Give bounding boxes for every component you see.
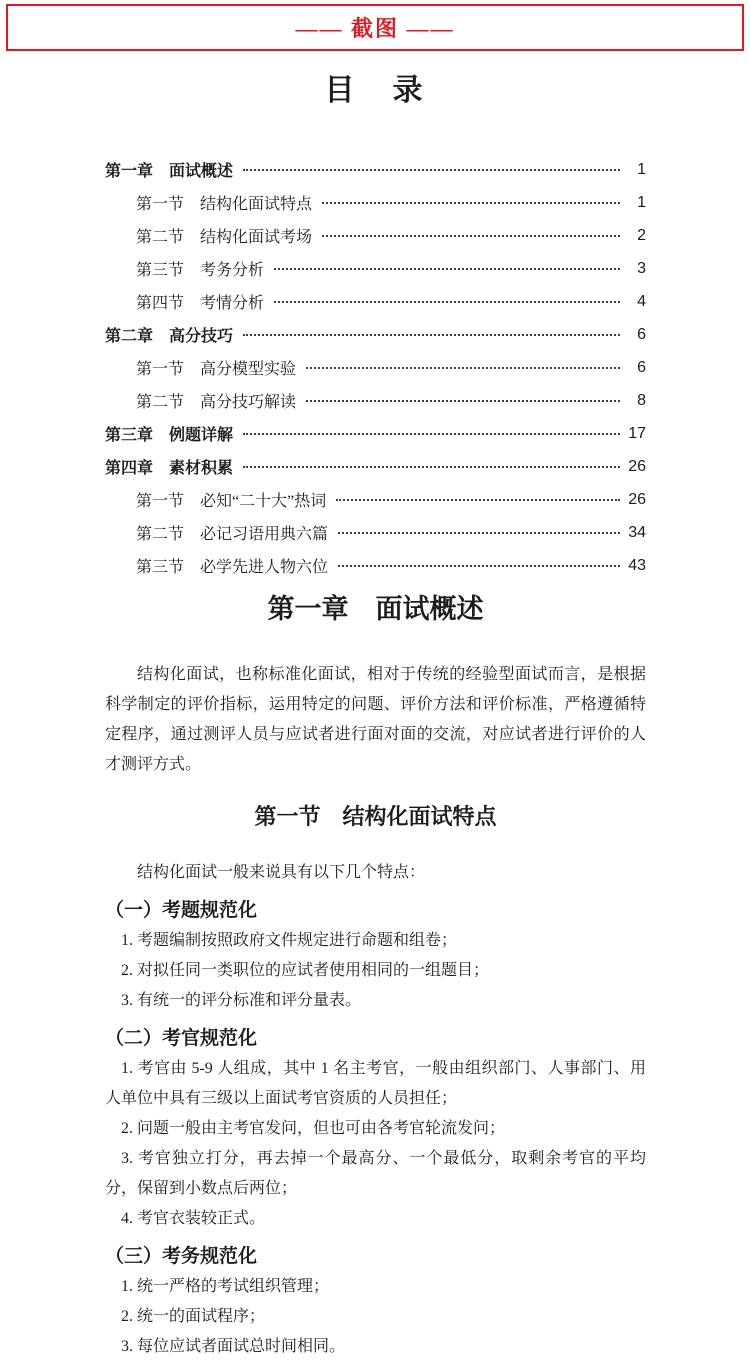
list-item: 2. 问题一般由主考官发问，但也可由各考官轮流发问； xyxy=(121,1120,506,1137)
toc-entry xyxy=(105,417,646,450)
toc-dot-leader xyxy=(336,499,620,501)
toc-entry xyxy=(105,549,646,582)
toc-dot-leader xyxy=(322,202,620,204)
toc-entry-page: 3 xyxy=(637,259,646,277)
toc-entry-label: 第四节 考情分析 xyxy=(136,295,265,312)
subsection-heading: （三）考务规范化 xyxy=(105,1246,258,1267)
toc-entry xyxy=(105,186,646,219)
toc-dot-leader xyxy=(338,565,620,567)
toc-dot-leader xyxy=(243,334,620,336)
toc-entry-label: 第二节 结构化面试考场 xyxy=(136,229,313,246)
toc-entry xyxy=(105,516,646,549)
toc-entry-label: 第四章 素材积累 xyxy=(105,460,234,477)
toc-entry xyxy=(105,450,646,483)
toc-entry-label: 第一节 必知“二十大”热词 xyxy=(136,493,327,510)
toc-dot-leader xyxy=(274,268,620,270)
toc-entry-page: 6 xyxy=(637,358,646,376)
toc-entry xyxy=(105,285,646,318)
toc-entry xyxy=(105,384,646,417)
list-item: 3. 有统一的评分标准和评分量表。 xyxy=(121,992,362,1009)
table-of-contents xyxy=(105,153,646,582)
toc-entry-page: 43 xyxy=(628,556,646,574)
toc-entry xyxy=(105,318,646,351)
toc-entry-label: 第二章 高分技巧 xyxy=(105,328,234,345)
section-title: 第一节 结构化面试特点 xyxy=(254,804,497,829)
toc-entry-label: 第三章 例题详解 xyxy=(105,427,234,444)
list-item: 1. 考题编制按照政府文件规定进行命题和组卷； xyxy=(121,932,458,949)
toc-dot-leader xyxy=(243,433,620,435)
toc-dot-leader xyxy=(306,367,620,369)
list-item: 2. 统一的面试程序； xyxy=(121,1308,266,1325)
toc-entry-label: 第二节 必记习语用典六篇 xyxy=(136,526,329,543)
toc-entry-page: 1 xyxy=(637,160,646,178)
subsection-3 xyxy=(105,1242,646,1362)
toc-dot-leader xyxy=(306,400,620,402)
screenshot-banner xyxy=(6,4,744,51)
toc-dot-leader xyxy=(274,301,620,303)
toc-entry-page: 1 xyxy=(637,193,646,211)
toc-entry-page: 17 xyxy=(628,424,646,442)
chapter-intro-paragraph: 结构化面试，也称标准化面试，相对于传统的经验型面试而言，是根据科学制定的评价指标，运用特定的问题、评价方法和评价标准，严格遵循特定程序，通过测评人员与应试者进行面对面的交流，对应试者进行评价的人才测评方式。 xyxy=(105,666,646,773)
toc-dot-leader xyxy=(243,169,620,171)
toc-entry-page: 4 xyxy=(637,292,646,310)
toc-entry xyxy=(105,483,646,516)
toc-entry xyxy=(105,252,646,285)
section-lead-paragraph: 结构化面试一般来说具有以下几个特点： xyxy=(137,864,426,881)
toc-entry xyxy=(105,153,646,186)
toc-dot-leader xyxy=(243,466,620,468)
toc-entry-label: 第三节 必学先进人物六位 xyxy=(136,559,329,576)
screenshot-banner-label: —— 截图 —— xyxy=(295,16,455,41)
toc-entry-label: 第一节 高分模型实验 xyxy=(136,361,297,378)
toc-entry-page: 8 xyxy=(637,391,646,409)
toc-entry-page: 26 xyxy=(628,457,646,475)
subsection-1 xyxy=(105,896,646,1016)
toc-entry-page: 34 xyxy=(628,523,646,541)
toc-entry-page: 6 xyxy=(637,325,646,343)
document-page xyxy=(0,73,750,1362)
toc-entry xyxy=(105,351,646,384)
list-item: 1. 考官由 5-9 人组成，其中 1 名主考官，一般由组织部门、人事部门、用人单位中具有三级以上面试考官资质的人员担任； xyxy=(105,1060,646,1107)
toc-entry-page: 26 xyxy=(628,490,646,508)
toc-dot-leader xyxy=(338,532,620,534)
chapter-title: 第一章 面试概述 xyxy=(267,594,484,624)
list-item: 3. 考官独立打分，再去掉一个最高分、一个最低分，取剩余考官的平均分，保留到小数点后两位； xyxy=(105,1150,646,1197)
toc-entry-page: 2 xyxy=(637,226,646,244)
subsection-2 xyxy=(105,1024,646,1234)
list-item: 2. 对拟任同一类职位的应试者使用相同的一组题目； xyxy=(121,962,490,979)
list-item: 3. 每位应试者面试总时间相同。 xyxy=(121,1338,346,1355)
list-item: 4. 考官衣装较正式。 xyxy=(121,1210,266,1227)
toc-entry-label: 第一章 面试概述 xyxy=(105,163,234,180)
toc-title: 目 录 xyxy=(324,74,427,107)
toc-entry-label: 第二节 高分技巧解读 xyxy=(136,394,297,411)
subsection-heading: （一）考题规范化 xyxy=(105,900,258,921)
toc-entry-label: 第一节 结构化面试特点 xyxy=(136,196,313,213)
toc-dot-leader xyxy=(322,235,620,237)
toc-entry-label: 第三节 考务分析 xyxy=(136,262,265,279)
subsection-heading: （二）考官规范化 xyxy=(105,1028,258,1049)
toc-entry xyxy=(105,219,646,252)
list-item: 1. 统一严格的考试组织管理； xyxy=(121,1278,330,1295)
